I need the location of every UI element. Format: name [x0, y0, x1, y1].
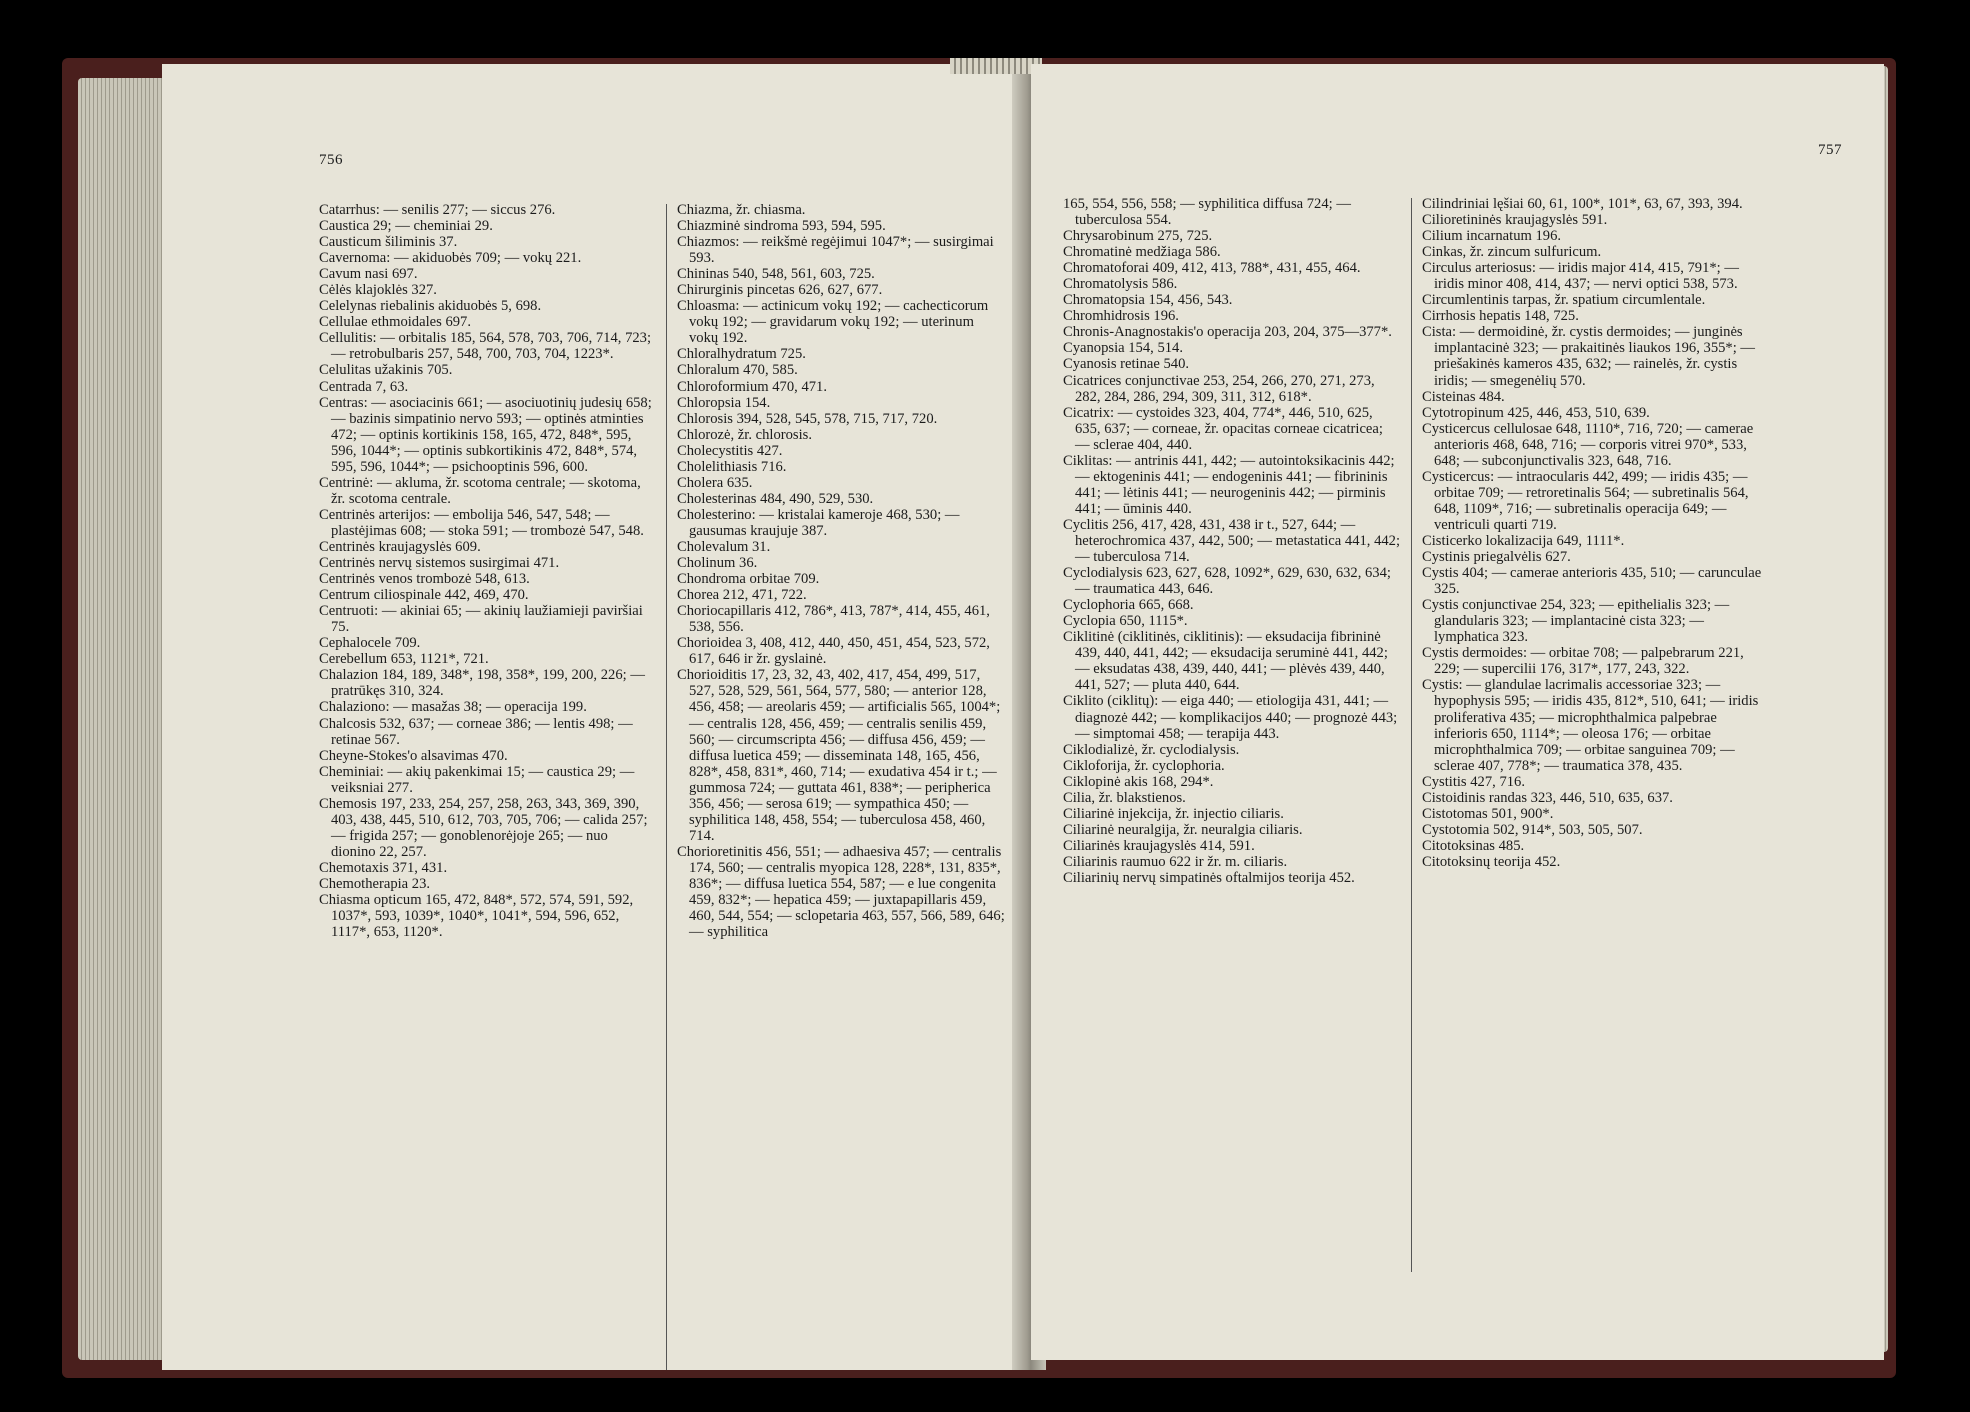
index-entry: Chloasma: — actinicum vokų 192; — cachecticorum vokų 192; — gravidarum vokų 192; — uterinum vokų 192.	[677, 298, 989, 347]
index-entry: Ciklitinė (ciklitinės, ciklitinis): — eksudacija fibrininė 439, 440, 441, 442; — eksudacija seruminė 441, 442; — eksudatas 438, 439, 440, 441; — plėvės 439, 440, 441, 527; — pluta 440, 644.	[1063, 629, 1388, 694]
index-entry: Celelynas riebalinis akiduobės 5, 698.	[319, 298, 542, 315]
index-entry: Centruoti: — akiniai 65; — akinių laužiamieji paviršiai 75.	[319, 603, 643, 636]
index-entry: Chlorosis 394, 528, 545, 578, 715, 717, 720.	[677, 410, 938, 427]
index-entry: Cysticercus: — intraocularis 442, 499; — iridis 435; — orbitae 709; — retroretinalis 564; — subretinalis 564, 648, 1109*, 716; — subretinalis operacija 649; — ventriculi quarti 719.	[1422, 468, 1749, 533]
index-entry: Chemotaxis 371, 431.	[319, 859, 448, 876]
index-entry: Chromatinė medžiaga 586.	[1063, 244, 1221, 261]
index-entry: 165, 554, 556, 558; — syphilitica diffusa 724; — tuberculosa 554.	[1063, 196, 1351, 229]
index-entry: Cholecystitis 427.	[677, 442, 783, 459]
index-entry: Chorioidea 3, 408, 412, 440, 450, 451, 454, 523, 572, 617, 646 ir žr. gyslainė.	[677, 635, 990, 668]
index-entry: Cheyne-Stokes'o alsavimas 470.	[319, 747, 508, 764]
index-entry: Cholevalum 31.	[677, 538, 771, 555]
index-entry: Celulitas užakinis 705.	[319, 362, 453, 379]
index-entry: Cikloforija, žr. cyclophoria.	[1063, 757, 1225, 774]
index-entry: Ciklito (ciklitų): — eiga 440; — etiologija 431, 441; — diagnozė 442; — komplikacijos 440; — prognozė 443; — simptomai 458; — terapija 443.	[1063, 693, 1398, 742]
index-entry: Cystotomia 502, 914*, 503, 505, 507.	[1422, 821, 1643, 838]
index-entry: Chloroformium 470, 471.	[677, 378, 827, 395]
index-entry: Cisticerko lokalizacija 649, 1111*.	[1422, 532, 1625, 549]
index-entry: Centrada 7, 63.	[319, 378, 409, 395]
index-entry: Catarrhus: — senilis 277; — siccus 276.	[319, 202, 556, 218]
index-entry: Cinkas, žr. zincum sulfuricum.	[1422, 244, 1602, 261]
index-entry: Cystis dermoides: — orbitae 708; — palpebrarum 221, 229; — supercilii 176, 317*, 177, 243, 322.	[1422, 645, 1744, 678]
page-edges-left	[78, 78, 170, 1360]
index-entry: Caustica 29; — cheminiai 29.	[319, 218, 493, 235]
index-entry: Cyanosis retinae 540.	[1063, 356, 1190, 373]
index-entry: Ciklodializė, žr. cyclodialysis.	[1063, 741, 1240, 758]
index-entry: Chlorozė, žr. chlorosis.	[677, 426, 812, 443]
index-entry: Chloralum 470, 585.	[677, 362, 798, 379]
index-entry: Chrysarobinum 275, 725.	[1063, 228, 1213, 245]
index-entry: Chloropsia 154.	[677, 394, 771, 411]
index-entry: Ciliarinių nervų simpatinės oftalmijos teorija 452.	[1063, 869, 1355, 886]
index-entry: Centras: — asociacinis 661; — asociuotinių judesių 658; — bazinis simpatinio nervo 593; — optinės atminties 472; — optinis kortikinis 158, 165, 472, 848*, 595, 596, 1044*; — optinis subkortikinis 472, 848*, 574, 595, 596, 1044*; — psichooptinis 596, 600.	[319, 394, 652, 475]
index-entry: Cavernoma: — akiduobės 709; — vokų 221.	[319, 250, 582, 267]
index-entry: Cyclopia 650, 1115*.	[1063, 613, 1188, 630]
index-entry: Cistotomas 501, 900*.	[1422, 805, 1554, 822]
index-entry: Cyanopsia 154, 514.	[1063, 340, 1183, 357]
index-entry: Cholera 635.	[677, 474, 753, 491]
page-number-left: 756	[319, 152, 343, 168]
index-entry: Cilium incarnatum 196.	[1422, 228, 1562, 245]
index-column	[1063, 196, 1401, 886]
index-entry: Cysticercus cellulosae 648, 1110*, 716, 720; — camerae anterioris 468, 648, 716; — corporis vitrei 970*, 533, 648; — subconjunctivalis 323, 648, 716.	[1422, 420, 1754, 469]
index-entry: Cystis: — glandulae lacrimalis accessoriae 323; — hypophysis 595; — iridis 435, 812*, 510, 641; — iridis proliferativa 435; — microphthalmica palpebrae inferioris 650, 1114*; — oleosa 176; — orbitae microphthalmica 709; — orbitae sanguinea 709; — sclerae 407, 778*; — traumatica 378, 435.	[1422, 677, 1759, 774]
index-entry: Cytotropinum 425, 446, 453, 510, 639.	[1422, 404, 1650, 421]
index-entry: Cholesterino: — kristalai kameroje 468, 530; — gausumas kraujuje 387.	[677, 506, 960, 539]
index-entry: Citotoksinų teorija 452.	[1422, 853, 1561, 870]
index-entry: Chromhidrosis 196.	[1063, 308, 1179, 325]
index-entry: Cilioretininės kraujagyslės 591.	[1422, 212, 1608, 229]
index-entry: Chemotherapia 23.	[319, 875, 431, 892]
index-entry: Centrinės venos trombozė 548, 613.	[319, 571, 530, 588]
index-entry: Cystinis priegalvėlis 627.	[1422, 549, 1571, 566]
index-entry: Chorioiditis 17, 23, 32, 43, 402, 417, 454, 499, 517, 527, 528, 529, 561, 564, 577, 580; — anterior 128, 456, 458; — areolaris 459; — artificialis 565, 1004*; — centralis 128, 456, 459; — centralis senilis 459, 560; — circumscripta 456; — diffusa 456, 459; — diffusa luetica 459; — disseminata 148, 165, 456, 828*, 458, 831*, 460, 714; — exudativa 454 ir t.; — gummosa 724; — guttata 461, 838*; — peripherica 356, 456; — serosa 619; — sympathica 450; — syphilitica 148, 458, 554; — tuberculosa 458, 460, 714.	[677, 667, 1001, 844]
index-entry: Chorea 212, 471, 722.	[677, 587, 807, 604]
index-entry: Cicatrices conjunctivae 253, 254, 266, 270, 271, 273, 282, 284, 286, 294, 309, 311, 312, 618*.	[1063, 372, 1375, 405]
index-entry: Cheminiai: — akių pakenkimai 15; — caustica 29; — veiksniai 277.	[319, 763, 635, 796]
index-entry: Chorioretinitis 456, 551; — adhaesiva 457; — centralis 174, 560; — centralis myopica 128, 228*, 131, 835*, 836*; — diffusa luetica 554, 587; — e lue congenita 459, 832*; — hepatica 459; — juxtapapillaris 459, 460, 544, 554; — sclopetaria 463, 557, 566, 589, 646; — syphilitica	[677, 843, 1005, 941]
index-entry: Cavum nasi 697.	[319, 266, 418, 283]
index-entry: Ciliarinės kraujagyslės 414, 591.	[1063, 837, 1255, 854]
index-entry: Choriocapillaris 412, 786*, 413, 787*, 414, 455, 461, 538, 556.	[677, 603, 990, 636]
index-entry: Chronis-Anagnostakis'o operacija 203, 204, 375—377*.	[1063, 324, 1392, 341]
index-entry: Chininas 540, 548, 561, 603, 725.	[677, 266, 875, 283]
index-entry: Ciklitas: — antrinis 441, 442; — autointoksikacinis 442; — ektogeninis 441; — endogeninis 441; — fibrininis 441; — lėtinis 441; — neurogeninis 442; — pirminis 441; — ūminis 440.	[1063, 452, 1395, 517]
index-entry: Cistoidinis randas 323, 446, 510, 635, 637.	[1422, 789, 1673, 806]
index-entry: Citotoksinas 485.	[1422, 837, 1525, 854]
index-entry: Cellulitis: — orbitalis 185, 564, 578, 703, 706, 714, 723; — retrobulbaris 257, 548, 700, 703, 704, 1223*.	[319, 330, 652, 363]
headband	[950, 58, 1042, 74]
index-entry: Cephalocele 709.	[319, 635, 421, 652]
index-entry: Cicatrix: — cystoides 323, 404, 774*, 446, 510, 625, 635, 637; — corneae, žr. opacitas corneae cicatricea; — sclerae 404, 440.	[1063, 404, 1383, 453]
index-entry: Cystis 404; — camerae anterioris 435, 510; — carunculae 325.	[1422, 565, 1762, 598]
index-entry: Chromatopsia 154, 456, 543.	[1063, 292, 1233, 309]
page-number-right: 757	[1818, 142, 1842, 158]
right-page	[1031, 64, 1884, 1360]
index-entry: Cirrhosis hepatis 148, 725.	[1422, 308, 1579, 325]
column-divider	[1411, 198, 1412, 1272]
index-entry: Ciliarinis raumuo 622 ir žr. m. ciliaris.	[1063, 853, 1288, 870]
index-entry: Centrinės nervų sistemos susirgimai 471.	[319, 555, 560, 572]
index-entry: Chromatoforai 409, 412, 413, 788*, 431, 455, 464.	[1063, 260, 1361, 277]
index-entry: Cerebellum 653, 1121*, 721.	[319, 651, 489, 668]
index-entry: Cholelithiasis 716.	[677, 458, 787, 475]
index-entry: Centrinės kraujagyslės 609.	[319, 538, 481, 555]
index-entry: Cyclophoria 665, 668.	[1063, 597, 1194, 614]
column-divider	[666, 204, 667, 1370]
index-entry: Chiazmos: — reikšmė regėjimui 1047*; — susirgimai 593.	[677, 234, 994, 267]
index-entry: Chalazion 184, 189, 348*, 198, 358*, 199, 200, 226; — pratrūkęs 310, 324.	[319, 667, 645, 700]
index-entry: Cilindriniai lęšiai 60, 61, 100*, 101*, 63, 67, 393, 394.	[1422, 196, 1743, 212]
index-entry: Chiasma opticum 165, 472, 848*, 572, 574, 591, 592, 1037*, 593, 1039*, 1040*, 1041*, 594, 596, 652, 1117*, 653, 1120*.	[319, 892, 634, 941]
index-entry: Chirurginis pincetas 626, 627, 677.	[677, 282, 883, 299]
index-entry: Causticum šiliminis 37.	[319, 234, 458, 251]
index-entry: Cystis conjunctivae 254, 323; — epithelialis 323; — glandularis 323; — implantacinė cista 323; — lymphatica 323.	[1422, 597, 1730, 646]
index-entry: Cyclodialysis 623, 627, 628, 1092*, 629, 630, 632, 634; — traumatica 443, 646.	[1063, 565, 1391, 598]
index-column	[319, 202, 655, 940]
index-entry: Cista: — dermoidinė, žr. cystis dermoides; — junginės implantacinė 323; — prakaitinės liaukos 196, 355*; — priešakinės kameros 435, 632; — rainelės, žr. cystis iridis; — smegenėlių 570.	[1422, 324, 1756, 389]
left-page	[162, 64, 1024, 1370]
index-entry: Ciklopinė akis 168, 294*.	[1063, 773, 1214, 790]
index-entry: Cisteinas 484.	[1422, 388, 1505, 405]
index-entry: Chalaziono: — masažas 38; — operacija 199.	[319, 699, 587, 716]
index-entry: Centrinės arterijos: — embolija 546, 547, 548; — plastėjimas 608; — stoka 591; — trombozė 547, 548.	[319, 506, 644, 539]
index-entry: Chloralhydratum 725.	[677, 346, 806, 363]
index-entry: Ciliarinė neuralgija, žr. neuralgia ciliaris.	[1063, 821, 1303, 838]
index-entry: Cholesterinas 484, 490, 529, 530.	[677, 490, 874, 507]
index-entry: Centrum ciliospinale 442, 469, 470.	[319, 587, 529, 604]
index-entry: Ciliarinė injekcija, žr. injectio ciliaris.	[1063, 805, 1284, 822]
index-entry: Cystitis 427, 716.	[1422, 773, 1525, 790]
index-entry: Circulus arteriosus: — iridis major 414, 415, 791*; — iridis minor 408, 414, 437; — nervi optici 538, 573.	[1422, 260, 1739, 293]
index-entry: Cellulae ethmoidales 697.	[319, 314, 471, 331]
index-entry: Cėlės klajoklės 327.	[319, 282, 437, 299]
index-entry: Chromatolysis 586.	[1063, 276, 1178, 293]
index-entry: Centrinė: — akluma, žr. scotoma centrale; — skotoma, žr. scotoma centrale.	[319, 474, 641, 507]
index-column	[677, 202, 1005, 940]
index-entry: Chondroma orbitae 709.	[677, 571, 820, 588]
index-entry: Circumlentinis tarpas, žr. spatium circumlentale.	[1422, 292, 1706, 309]
index-entry: Cilia, žr. blakstienos.	[1063, 789, 1186, 806]
index-entry: Chemosis 197, 233, 254, 257, 258, 263, 343, 369, 390, 403, 438, 445, 510, 612, 703, 705, 706; — calida 257; — frigida 257; — gonoblenorėjoje 265; — nuo dionino 22, 257.	[319, 795, 648, 860]
index-entry: Cholinum 36.	[677, 555, 758, 572]
index-column	[1422, 196, 1768, 870]
index-entry: Cyclitis 256, 417, 428, 431, 438 ir t., 527, 644; — heterochromica 437, 442, 500; — metastatica 441, 442; — tuberculosa 714.	[1063, 516, 1401, 566]
index-entry: Chiazminė sindroma 593, 594, 595.	[677, 218, 886, 235]
index-entry: Chiazma, žr. chiasma.	[677, 202, 806, 218]
index-entry: Chalcosis 532, 637; — corneae 386; — lentis 498; — retinae 567.	[319, 715, 633, 748]
